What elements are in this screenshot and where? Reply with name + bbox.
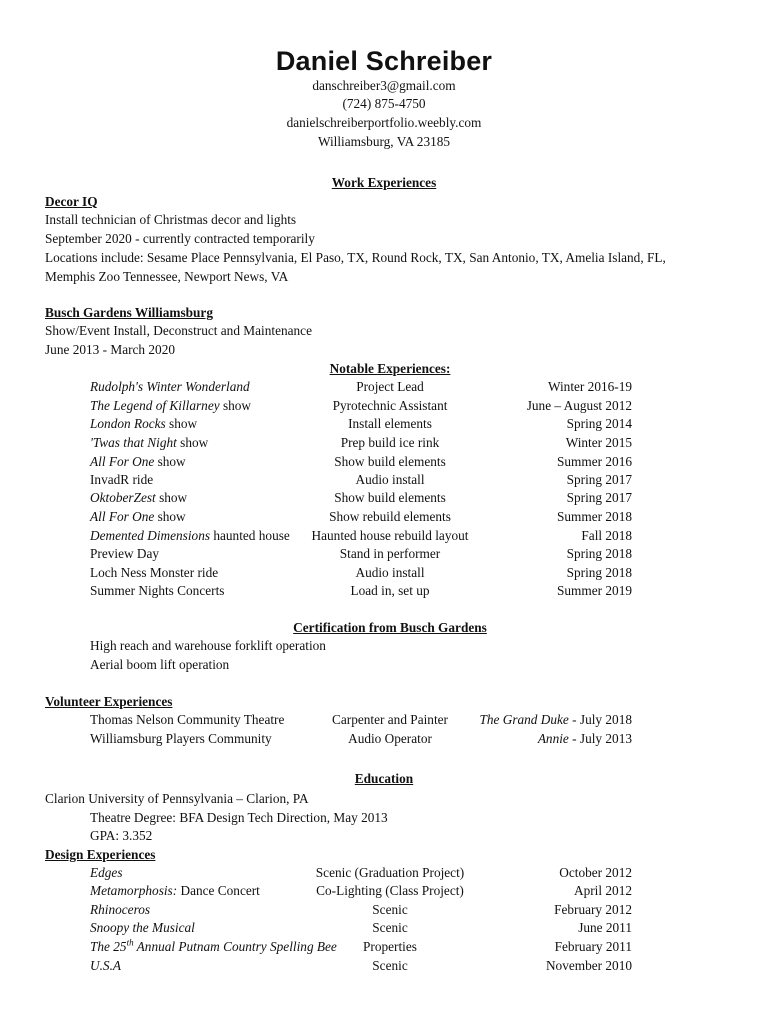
notable-row [0,472,768,490]
certification-item: High reach and warehouse forklift operation [90,638,326,653]
notable-row [0,509,768,527]
notable-row-role: Show rebuild elements [329,509,451,524]
design-row-role: Scenic [372,902,408,917]
notable-row-title: All For One show [90,454,186,469]
design-row-date: April 2012 [574,883,632,898]
design-row [0,902,768,920]
design-row-role: Co-Lighting (Class Project) [316,883,464,898]
notable-row-date: Summer 2019 [557,583,632,598]
busch-company: Busch Gardens Williamsburg [45,305,213,320]
volunteer-row [0,712,768,730]
volunteer-role: Carpenter and Painter [332,712,448,727]
notable-row-date: Spring 2017 [566,490,632,505]
notable-row [0,528,768,546]
notable-row-role: Load in, set up [350,583,430,598]
contact-location: Williamsburg, VA 23185 [317,134,451,149]
notable-row [0,490,768,508]
design-row-role: Scenic [372,920,408,935]
notable-row-date: Fall 2018 [581,528,632,543]
notable-row-date: June – August 2012 [526,398,632,413]
notable-row-title: Preview Day [90,546,160,561]
notable-row-date: Spring 2014 [566,416,632,431]
notable-row-date: Winter 2015 [565,435,632,450]
notable-row-date: Summer 2018 [557,509,632,524]
work-section-title: Work Experiences [331,175,437,190]
certification-item: Aerial boom lift operation [90,657,230,672]
design-row [0,958,768,976]
design-title: Design Experiences [45,847,156,862]
design-row-role: Scenic [372,958,408,973]
notable-row [0,454,768,472]
volunteer-role: Audio Operator [348,731,432,746]
busch-role: Show/Event Install, Deconstruct and Maintenance [45,323,312,338]
decor-role: Install technician of Christmas decor and lights [45,212,297,227]
contact-email: danschreiber3@gmail.com [312,78,456,93]
decor-locations-line-2: Memphis Zoo Tennessee, Newport News, VA [45,269,289,284]
education-title: Education [354,771,414,786]
notable-row-title: Loch Ness Monster ride [90,565,219,580]
notable-row [0,379,768,397]
notable-row-title: The Legend of Killarney show [90,398,252,413]
education-gpa: GPA: 3.352 [90,828,153,843]
design-role: Properties [363,939,417,954]
design-row-title: Edges [90,865,123,880]
volunteer-date: The Grand Duke - July 2018 [479,712,632,727]
notable-row [0,435,768,453]
design-row-date: June 2011 [578,920,632,935]
design-row-title: U.S.A [90,958,122,973]
notable-row-date: Summer 2016 [557,454,632,469]
notable-row-title: 'Twas that Night show [90,435,209,450]
design-row-title: Snoopy the Musical [90,920,195,935]
notable-row-role: Project Lead [356,379,424,394]
notable-row-title: Rudolph's Winter Wonderland [90,379,250,394]
notable-row [0,546,768,564]
busch-dates: June 2013 - March 2020 [45,342,175,357]
contact-website: danielschreiberportfolio.weebly.com [286,115,482,130]
volunteer-title: Volunteer Experiences [45,694,173,709]
contact-phone: (724) 875-4750 [342,96,426,111]
notable-row-role: Pyrotechnic Assistant [332,398,448,413]
design-row-role: Scenic (Graduation Project) [315,865,465,880]
decor-dates: September 2020 - currently contracted temporarily [45,231,315,246]
notable-row [0,565,768,583]
notable-row-date: Winter 2016-19 [547,379,632,394]
notable-row [0,583,768,601]
volunteer-date: Annie - July 2013 [537,731,632,746]
notable-row-title: InvadR ride [90,472,154,487]
notable-row-date: Spring 2017 [566,472,632,487]
design-date: February 2011 [554,939,632,954]
design-row [0,939,768,957]
notable-row-role: Install elements [348,416,432,431]
notable-row-title: OktoberZest show [90,490,188,505]
design-row [0,883,768,901]
notable-row-role: Audio install [355,472,425,487]
volunteer-org: Williamsburg Players Community [90,731,272,746]
certification-title: Certification from Busch Gardens [293,620,487,635]
notable-row-role: Prep build ice rink [340,435,440,450]
design-row-title: Rhinoceros [90,902,151,917]
notable-row-role: Haunted house rebuild layout [311,528,469,543]
notable-row-title: Summer Nights Concerts [90,583,225,598]
notable-row-date: Spring 2018 [566,546,632,561]
decor-company: Decor IQ [45,194,98,209]
candidate-name: Daniel Schreiber [275,46,493,76]
notable-row-role: Show build elements [334,454,446,469]
design-row [0,865,768,883]
notable-row-date: Spring 2018 [566,565,632,580]
design-row-title: Metamorphosis: Dance Concert [90,883,260,898]
notable-row [0,416,768,434]
design-row-date: February 2012 [554,902,632,917]
design-row-date: November 2010 [545,958,632,973]
notable-row-title: All For One show [90,509,186,524]
education-degree: Theatre Degree: BFA Design Tech Direction, May 2013 [90,810,388,825]
volunteer-row [0,731,768,749]
notable-row-title: London Rocks show [90,416,198,431]
volunteer-org: Thomas Nelson Community Theatre [90,712,285,727]
notable-row-role: Audio install [355,565,425,580]
notable-row-role: Show build elements [334,490,446,505]
design-project: The 25th Annual Putnam Country Spelling Bee [90,937,337,954]
design-row [0,920,768,938]
education-school: Clarion University of Pennsylvania – Clarion, PA [45,791,309,806]
design-row-date: October 2012 [559,865,632,880]
decor-locations-line-1: Locations include: Sesame Place Pennsylvania, El Paso, TX, Round Rock, TX, San Antonio, TX, Amelia Island, FL, [45,250,666,265]
notable-row [0,398,768,416]
notable-row-role: Stand in performer [339,546,441,561]
notable-row-title: Demented Dimensions haunted house [90,528,290,543]
notable-title: Notable Experiences: [329,361,451,376]
